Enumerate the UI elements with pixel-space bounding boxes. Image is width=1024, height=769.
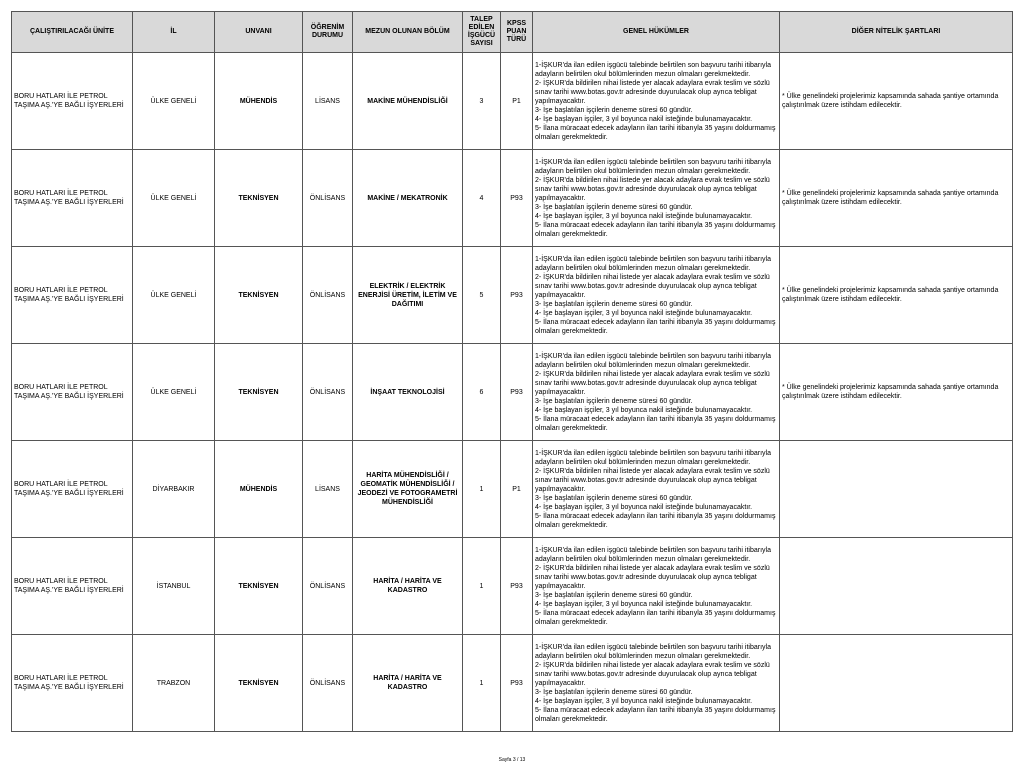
header-province: İL (133, 12, 215, 53)
general-term: 5- İlana müracaat edecek adayların ilan tarihi itibarıyla 35 yaşını doldurmamış olmaları gerekmektedir. (535, 318, 776, 335)
cell-other-requirements: * Ülke genelindeki projelerimiz kapsamında sahada şantiye ortamında çalıştırılmak üzere istihdam edilecektir. (780, 53, 1013, 150)
cell-title: TEKNİSYEN (215, 635, 303, 732)
general-term: 5- İlana müracaat edecek adayların ilan tarihi itibarıyla 35 yaşını doldurmamış olmaları gerekmektedir. (535, 512, 776, 529)
header-department: MEZUN OLUNAN BÖLÜM (353, 12, 463, 53)
cell-title: TEKNİSYEN (215, 344, 303, 441)
general-term: 5- İlana müracaat edecek adayların ilan tarihi itibarıyla 35 yaşını doldurmamış olmaları gerekmektedir. (535, 415, 776, 432)
cell-title: TEKNİSYEN (215, 150, 303, 247)
cell-title: MÜHENDİS (215, 53, 303, 150)
cell-department: İNŞAAT TEKNOLOJİSİ (353, 344, 463, 441)
general-term: 3- İşe başlatılan işçilerin deneme süresi 60 gündür. (535, 688, 693, 696)
cell-education: ÖNLİSANS (303, 344, 353, 441)
general-term: 5- İlana müracaat edecek adayların ilan tarihi itibarıyla 35 yaşını doldurmamış olmaları gerekmektedir. (535, 221, 776, 238)
cell-province: ÜLKE GENELİ (133, 247, 215, 344)
cell-general-terms (533, 441, 780, 538)
cell-general-terms (533, 150, 780, 247)
cell-province: ÜLKE GENELİ (133, 344, 215, 441)
general-term: 3- İşe başlatılan işçilerin deneme süresi 60 gündür. (535, 494, 693, 502)
cell-department: HARİTA / HARİTA VE KADASTRO (353, 635, 463, 732)
cell-other-requirements (780, 635, 1013, 732)
general-term: 4- İşe başlayan işçiler, 3 yıl boyunca nakil isteğinde bulunamayacaktır. (535, 309, 753, 317)
general-term: 4- İşe başlayan işçiler, 3 yıl boyunca nakil isteğinde bulunamayacaktır. (535, 406, 753, 414)
general-term: 3- İşe başlatılan işçilerin deneme süresi 60 gündür. (535, 203, 693, 211)
cell-unit: BORU HATLARI İLE PETROL TAŞIMA AŞ.'YE BAĞLI İŞYERLERİ (12, 441, 133, 538)
cell-unit: BORU HATLARI İLE PETROL TAŞIMA AŞ.'YE BAĞLI İŞYERLERİ (12, 247, 133, 344)
cell-unit: BORU HATLARI İLE PETROL TAŞIMA AŞ.'YE BAĞLI İŞYERLERİ (12, 150, 133, 247)
header-education: ÖĞRENİM DURUMU (303, 12, 353, 53)
cell-unit: BORU HATLARI İLE PETROL TAŞIMA AŞ.'YE BAĞLI İŞYERLERİ (12, 538, 133, 635)
general-term: 2- İŞKUR'da bildirilen nihai listede yer alacak adaylara evrak teslim ve sözlü sınav tarihi www.botas.gov.tr adresinde duyurulacak olup ayrıca tebligat yapılmayacaktır. (535, 564, 770, 590)
table-row (12, 344, 1013, 441)
general-term: 1-İŞKUR'da ilan edilen işgücü talebinde belirtilen son başvuru tarihi itibarıyla adayların belirtilen okul bölümlerinden mezun olmaları gerekmektedir. (535, 449, 771, 466)
job-listing-table (11, 11, 1013, 732)
cell-general-terms (533, 635, 780, 732)
cell-kpss: P1 (501, 441, 533, 538)
cell-province: İSTANBUL (133, 538, 215, 635)
general-term: 1-İŞKUR'da ilan edilen işgücü talebinde belirtilen son başvuru tarihi itibarıyla adayların belirtilen okul bölümlerinden mezun olmaları gerekmektedir. (535, 255, 771, 272)
general-term: 3- İşe başlatılan işçilerin deneme süresi 60 gündür. (535, 397, 693, 405)
cell-province: ÜLKE GENELİ (133, 150, 215, 247)
general-term: 1-İŞKUR'da ilan edilen işgücü talebinde belirtilen son başvuru tarihi itibarıyla adayların belirtilen okul bölümlerinden mezun olmaları gerekmektedir. (535, 158, 771, 175)
cell-education: LİSANS (303, 53, 353, 150)
general-term: 1-İŞKUR'da ilan edilen işgücü talebinde belirtilen son başvuru tarihi itibarıyla adayların belirtilen okul bölümlerinden mezun olmaları gerekmektedir. (535, 643, 771, 660)
table-row (12, 150, 1013, 247)
table-row (12, 538, 1013, 635)
general-term: 5- İlana müracaat edecek adayların ilan tarihi itibarıyla 35 yaşını doldurmamış olmaları gerekmektedir. (535, 124, 776, 141)
table-row (12, 53, 1013, 150)
general-term: 3- İşe başlatılan işçilerin deneme süresi 60 gündür. (535, 591, 693, 599)
header-kpss: KPSS PUAN TÜRÜ (501, 12, 533, 53)
general-term: 4- İşe başlayan işçiler, 3 yıl boyunca nakil isteğinde bulunamayacaktır. (535, 503, 753, 511)
cell-general-terms (533, 538, 780, 635)
general-term: 2- İŞKUR'da bildirilen nihai listede yer alacak adaylara evrak teslim ve sözlü sınav tarihi www.botas.gov.tr adresinde duyurulacak olup ayrıca tebligat yapılmayacaktır. (535, 661, 770, 687)
table-row (12, 247, 1013, 344)
cell-demand: 3 (463, 53, 501, 150)
cell-education: ÖNLİSANS (303, 247, 353, 344)
cell-department: HARİTA MÜHENDİSLİĞİ / GEOMATİK MÜHENDİSLİĞİ / JEODEZİ VE FOTOGRAMETRİ MÜHENDİSLİĞİ (353, 441, 463, 538)
header-other-requirements: DİĞER NİTELİK ŞARTLARI (780, 12, 1013, 53)
cell-title: MÜHENDİS (215, 441, 303, 538)
cell-other-requirements: * Ülke genelindeki projelerimiz kapsamında sahada şantiye ortamında çalıştırılmak üzere istihdam edilecektir. (780, 150, 1013, 247)
general-term: 4- İşe başlayan işçiler, 3 yıl boyunca nakil isteğinde bulunamayacaktır. (535, 212, 753, 220)
cell-unit: BORU HATLARI İLE PETROL TAŞIMA AŞ.'YE BAĞLI İŞYERLERİ (12, 53, 133, 150)
general-term: 5- İlana müracaat edecek adayların ilan tarihi itibarıyla 35 yaşını doldurmamış olmaları gerekmektedir. (535, 706, 776, 723)
cell-general-terms (533, 53, 780, 150)
cell-demand: 5 (463, 247, 501, 344)
cell-kpss: P93 (501, 247, 533, 344)
header-demand: TALEP EDİLEN İŞGÜCÜ SAYISI (463, 12, 501, 53)
cell-province: ÜLKE GENELİ (133, 53, 215, 150)
cell-general-terms (533, 247, 780, 344)
cell-demand: 1 (463, 441, 501, 538)
cell-kpss: P93 (501, 150, 533, 247)
cell-demand: 6 (463, 344, 501, 441)
general-term: 4- İşe başlayan işçiler, 3 yıl boyunca nakil isteğinde bulunamayacaktır. (535, 697, 753, 705)
cell-demand: 1 (463, 538, 501, 635)
general-term: 1-İŞKUR'da ilan edilen işgücü talebinde belirtilen son başvuru tarihi itibarıyla adayların belirtilen okul bölümlerinden mezun olmaları gerekmektedir. (535, 546, 771, 563)
general-term: 5- İlana müracaat edecek adayların ilan tarihi itibarıyla 35 yaşını doldurmamış olmaları gerekmektedir. (535, 609, 776, 626)
general-term: 4- İşe başlayan işçiler, 3 yıl boyunca nakil isteğinde bulunamayacaktır. (535, 115, 753, 123)
header-row (12, 12, 1013, 53)
general-term: 3- İşe başlatılan işçilerin deneme süresi 60 gündür. (535, 106, 693, 114)
header-unit: ÇALIŞTIRILACAĞI ÜNİTE (12, 12, 133, 53)
cell-demand: 1 (463, 635, 501, 732)
cell-title: TEKNİSYEN (215, 538, 303, 635)
general-term: 1-İŞKUR'da ilan edilen işgücü talebinde belirtilen son başvuru tarihi itibarıyla adayların belirtilen okul bölümlerinden mezun olmaları gerekmektedir. (535, 61, 771, 78)
general-term: 2- İŞKUR'da bildirilen nihai listede yer alacak adaylara evrak teslim ve sözlü sınav tarihi www.botas.gov.tr adresinde duyurulacak olup ayrıca tebligat yapılmayacaktır. (535, 176, 770, 202)
general-term: 3- İşe başlatılan işçilerin deneme süresi 60 gündür. (535, 300, 693, 308)
table-row (12, 635, 1013, 732)
cell-unit: BORU HATLARI İLE PETROL TAŞIMA AŞ.'YE BAĞLI İŞYERLERİ (12, 635, 133, 732)
cell-title: TEKNİSYEN (215, 247, 303, 344)
cell-other-requirements: * Ülke genelindeki projelerimiz kapsamında sahada şantiye ortamında çalıştırılmak üzere istihdam edilecektir. (780, 247, 1013, 344)
cell-demand: 4 (463, 150, 501, 247)
cell-kpss: P93 (501, 538, 533, 635)
cell-other-requirements (780, 441, 1013, 538)
general-term: 4- İşe başlayan işçiler, 3 yıl boyunca nakil isteğinde bulunamayacaktır. (535, 600, 753, 608)
cell-unit: BORU HATLARI İLE PETROL TAŞIMA AŞ.'YE BAĞLI İŞYERLERİ (12, 344, 133, 441)
table-row (12, 441, 1013, 538)
general-term: 1-İŞKUR'da ilan edilen işgücü talebinde belirtilen son başvuru tarihi itibarıyla adayların belirtilen okul bölümlerinden mezun olmaları gerekmektedir. (535, 352, 771, 369)
cell-other-requirements: * Ülke genelindeki projelerimiz kapsamında sahada şantiye ortamında çalıştırılmak üzere istihdam edilecektir. (780, 344, 1013, 441)
general-term: 2- İŞKUR'da bildirilen nihai listede yer alacak adaylara evrak teslim ve sözlü sınav tarihi www.botas.gov.tr adresinde duyurulacak olup ayrıca tebligat yapılmayacaktır. (535, 273, 770, 299)
cell-education: ÖNLİSANS (303, 150, 353, 247)
general-term: 2- İŞKUR'da bildirilen nihai listede yer alacak adaylara evrak teslim ve sözlü sınav tarihi www.botas.gov.tr adresinde duyurulacak olup ayrıca tebligat yapılmayacaktır. (535, 79, 770, 105)
cell-kpss: P93 (501, 635, 533, 732)
cell-department: ELEKTRİK / ELEKTRİK ENERJİSİ ÜRETİM, İLETİM VE DAĞITIMI (353, 247, 463, 344)
cell-general-terms (533, 344, 780, 441)
cell-province: DİYARBAKIR (133, 441, 215, 538)
cell-department: MAKİNE MÜHENDİSLİĞİ (353, 53, 463, 150)
page-number: Sayfa 3 / 13 (498, 757, 526, 763)
cell-kpss: P93 (501, 344, 533, 441)
cell-kpss: P1 (501, 53, 533, 150)
cell-other-requirements (780, 538, 1013, 635)
cell-province: TRABZON (133, 635, 215, 732)
general-term: 2- İŞKUR'da bildirilen nihai listede yer alacak adaylara evrak teslim ve sözlü sınav tarihi www.botas.gov.tr adresinde duyurulacak olup ayrıca tebligat yapılmayacaktır. (535, 370, 770, 396)
cell-department: MAKİNE / MEKATRONİK (353, 150, 463, 247)
header-title: UNVANI (215, 12, 303, 53)
cell-education: LİSANS (303, 441, 353, 538)
cell-education: ÖNLİSANS (303, 635, 353, 732)
header-general-terms: GENEL HÜKÜMLER (533, 12, 780, 53)
general-term: 2- İŞKUR'da bildirilen nihai listede yer alacak adaylara evrak teslim ve sözlü sınav tarihi www.botas.gov.tr adresinde duyurulacak olup ayrıca tebligat yapılmayacaktır. (535, 467, 770, 493)
cell-department: HARİTA / HARİTA VE KADASTRO (353, 538, 463, 635)
cell-education: ÖNLİSANS (303, 538, 353, 635)
